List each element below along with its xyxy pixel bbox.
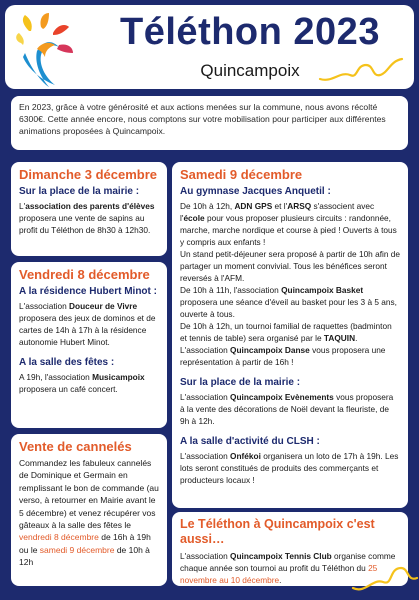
canneles-title: Vente de cannelés — [19, 439, 132, 454]
samedi-text-clsh: L'association Onfékoi organisera un loto de 17h à 19h. Les lots seront constitués de produits des commerçants et producteurs locaux ! — [180, 451, 399, 485]
vendredi-place-salle: A la salle des fêtes : — [19, 357, 115, 368]
header — [5, 5, 414, 89]
samedi-text-2: Un stand petit-déjeuner sera proposé à partir de 10h afin de partager un moment convivial. Tous les bénéfices seront reversés à l'AFM. — [180, 249, 401, 283]
vendredi-card — [11, 262, 167, 428]
samedi-text-4: De 10h à 12h, un tournoi familial de raquettes (badminton et tennis de table) sera organisé par le TAQUIN. — [180, 321, 392, 343]
page-title: Téléthon 2023 — [120, 11, 380, 53]
intro-box — [11, 96, 408, 150]
canneles-card — [11, 434, 167, 586]
dimanche-place: Sur la place de la mairie : — [19, 186, 140, 197]
vendredi-title: Vendredi 8 décembre — [19, 267, 150, 282]
dimanche-text: L'association des parents d'élèves proposera une vente de sapins au profit du Téléthon de 8h30 à 12h30. — [19, 201, 155, 235]
dimanche-title: Dimanche 3 décembre — [19, 167, 158, 182]
samedi-place-gymnase: Au gymnase Jacques Anquetil : — [180, 186, 331, 197]
vendredi-place-residence: A la résidence Hubert Minot : — [19, 286, 157, 297]
samedi-place-clsh: A la salle d'activité du CLSH : — [180, 436, 320, 447]
samedi-title: Samedi 9 décembre — [180, 167, 303, 182]
samedi-card — [172, 162, 408, 508]
ribbon-icon — [349, 558, 419, 598]
ribbon-icon — [318, 53, 404, 87]
samedi-text-1: De 10h à 12h, ADN GPS et l'ARSQ s'associent avec l'école pour vous proposer plusieurs circuits : randonnée, marche, marche nordique et course à pied ! Ouverts à tous y compris aux enfants ! — [180, 201, 397, 247]
vendredi-text-2: A 19h, l'association Musicampoix proposera un café concert. — [19, 372, 145, 394]
samedi-text-mairie: L'association Quincampoix Evènements vous proposera à la vente des décorations de Noël devant la fleuriste, de 9h à 12h. — [180, 392, 394, 426]
canneles-text: Commandez les fabuleux cannelés de Dominique et Germain en remplissant le bon de commande (au verso, à retourner en Mairie avant le 5 décembre) et venez récupérer vos gâteaux à la salle des fêtes le vendredi 8 décembre de 16h à 19h ou le samedi 9 décembre de 10h à 12h — [19, 458, 159, 568]
aussi-text: L'association Quincampoix Tennis Club organise comme chaque année son tournoi au profit du Téléthon du 25 novembre au 10 décembre. — [180, 551, 396, 585]
intro-text: En 2023, grâce à votre générosité et aux actions menées sur la commune, nous avons récolté 6300€. Cette année encore, nous comptons sur votre mobilisation pour participer aux différentes animations proposées à Quincampoix. — [19, 102, 386, 136]
vendredi-text-1: L'association Douceur de Vivre proposera des jeux de dominos et de cartes de 14h à 17h à la résidence autonomie Hubert Minot. — [19, 301, 156, 347]
dimanche-card — [11, 162, 167, 256]
samedi-text-5: L'association Quincampoix Danse vous proposera une représentation à partir de 16h ! — [180, 345, 386, 367]
telethon-logo-icon — [15, 13, 75, 87]
samedi-place-mairie: Sur la place de la mairie : — [180, 377, 301, 388]
samedi-text-3: De 10h à 11h, l'association Quincampoix Basket proposera une séance d'éveil au basket pour les 3 à 5 ans, ouverte à tous. — [180, 285, 397, 319]
aussi-title: Le Téléthon à Quincampoix c'est aussi… — [180, 517, 375, 546]
page-subtitle: Quincampoix — [200, 61, 300, 80]
